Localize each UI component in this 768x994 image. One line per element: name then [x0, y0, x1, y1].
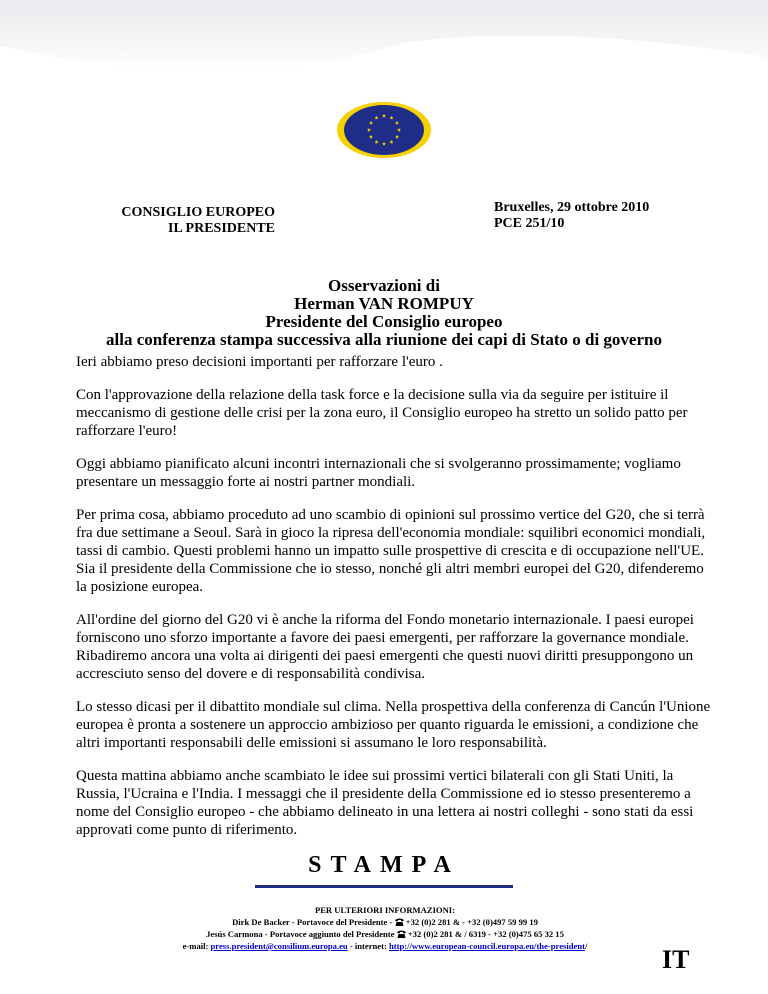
title-line-3: Presidente del Consiglio europeo: [265, 312, 503, 331]
eu-flag-emblem-icon: [335, 100, 433, 160]
contact-footer: [70, 904, 700, 952]
title-line-4: alla conferenza stampa successiva alla riunione dei capi di Stato o di governo: [106, 330, 662, 349]
title-line-2: Herman VAN ROMPUY: [294, 294, 474, 313]
paragraph: Per prima cosa, abbiamo proceduto ad uno scambio di opinioni sul prossimo vertice del G20, che si terrà fra due settimane a Seoul. Sarà in gioco la ripresa dell'economia mondiale: squilibri economici mondiali, tassi di cambio. Questi problemi hanno un impatto sulle prospettive di crescita e di occupazione nell'UE. Sia il presidente della Commissione che io stesso, nonché gli altri membri europei del G20, difenderemo la posizione europea.: [76, 507, 706, 595]
paragraph: All'ordine del giorno del G20 vi è anche la riforma del Fondo monetario internazionale. I paesi europei forniscono uno sforzo importante a favore dei paesi emergenti, per rafforzare la governance mondiale. Ribadiremo ancora una volta ai dirigenti dei paesi emergenti che questi nuovi diritti presuppongono un accresciuto senso del dovere e di responsabilità condivisa.: [76, 612, 694, 682]
contact-line-2: [70, 928, 700, 940]
press-divider: [255, 885, 513, 888]
internet-label: - internet:: [347, 941, 389, 951]
email-label: e-mail:: [182, 941, 211, 951]
trailing-slash: /: [584, 941, 588, 951]
contact-2-name: Jesús Carmona - Portavoce aggiunto del Presidente: [206, 929, 397, 939]
reference-number: PCE 251/10: [494, 216, 565, 231]
contact-2-phone: +32 (0)2 281 & / 6319 - +32 (0)475 65 32 15: [405, 929, 564, 939]
phone-icon: [397, 930, 406, 938]
dateline-block: [494, 200, 649, 232]
internet-link[interactable]: http://www.european-council.europa.eu/the-president: [388, 941, 585, 951]
paragraph: Oggi abbiamo pianificato alcuni incontri internazionali che si svolgeranno prossimamente; vogliamo presentare un messaggio forte ai nostri partner mondiali.: [76, 456, 681, 490]
footer-heading: PER ULTERIORI INFORMAZIONI:: [314, 905, 456, 915]
statement-body: [76, 353, 716, 854]
issuer-line-2: IL PRESIDENTE: [168, 221, 275, 236]
contact-line-3: [70, 940, 700, 952]
document-title: [60, 277, 708, 349]
title-line-1: Osservazioni di: [328, 276, 440, 295]
email-link[interactable]: press.president@consilium.europa.eu: [210, 941, 348, 951]
phone-icon: [395, 918, 404, 926]
paragraph: Con l'approvazione della relazione della task force e la decisione sulla via da seguire per istituire il meccanismo di gestione delle crisi per la zona euro, il Consiglio europeo ha stretto un solido patto per rafforzare l'euro!: [76, 387, 688, 439]
header-band: [0, 0, 768, 88]
paragraph: Questa mattina abbiamo anche scambiato le idee sui prossimi vertici bilaterali con gli Stati Uniti, la Russia, l'Ucraina e l'India. I messaggi che il presidente della Commissione ed io stesso presenteremo a nome del Consiglio europeo - che abbiamo delineato in una lettera ai nostri colleghi - sono stati da essi approvati come punto di riferimento.: [76, 768, 694, 838]
issuer-block: [60, 205, 275, 237]
paragraph: Ieri abbiamo preso decisioni importanti per rafforzare l'euro .: [76, 354, 443, 370]
issuer-line-1: CONSIGLIO EUROPEO: [121, 205, 275, 220]
place-date: Bruxelles, 29 ottobre 2010: [494, 200, 650, 215]
language-code: IT: [662, 945, 690, 974]
press-heading: STAMPA: [308, 852, 460, 878]
paragraph: Lo stesso dicasi per il dibattito mondiale sul clima. Nella prospettiva della conferenza di Cancún l'Unione europea è pronta a sostenere un approccio ambizioso per quanto riguarda le emissioni, a condizione che altri importanti responsabili delle emissioni si assumano le loro responsabilità.: [76, 699, 711, 751]
contact-1-name: Dirk De Backer - Portavoce del Presidente -: [232, 917, 395, 927]
contact-1-phone: +32 (0)2 281 & - +32 (0)497 59 99 19: [403, 917, 538, 927]
contact-line-1: [70, 916, 700, 928]
